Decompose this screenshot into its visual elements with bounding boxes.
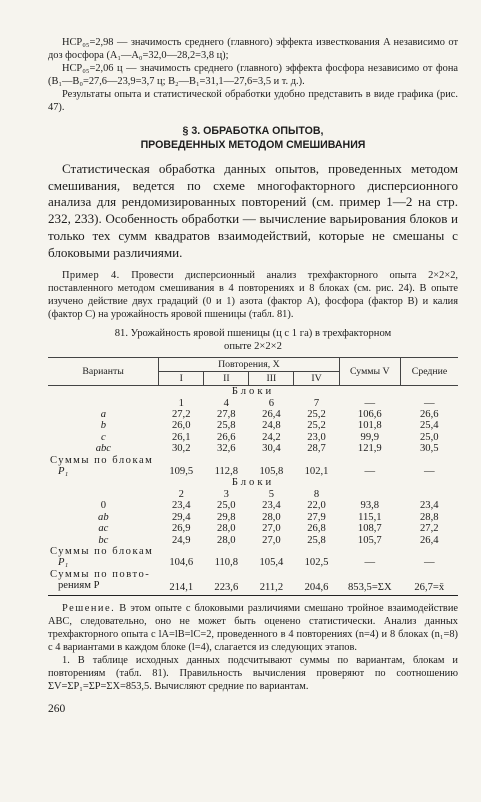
table-cell: 25,4 <box>420 420 439 432</box>
variant-label: a <box>100 409 106 421</box>
table-cell: 27,2 <box>420 523 439 535</box>
table-cell: 102,5 <box>304 557 329 569</box>
table-row <box>48 420 458 431</box>
example-lead: Пример 4. <box>62 270 120 282</box>
table-cell: 26,6 <box>420 409 439 421</box>
solution-section <box>48 602 458 693</box>
table-row <box>48 432 458 443</box>
table-cell: 26,8 <box>307 523 326 535</box>
table-row <box>48 535 458 546</box>
variant-label: ab <box>98 511 109 523</box>
blocks-label-2: Блоки <box>231 477 275 489</box>
table-row <box>48 557 458 568</box>
table-cell: 223,6 <box>214 581 239 593</box>
table-caption <box>48 327 458 353</box>
table-cell: 30,5 <box>420 443 439 455</box>
variant-label: ac <box>98 523 109 535</box>
table-cell: 27,2 <box>171 409 191 421</box>
table-cell: 29,4 <box>171 511 191 523</box>
section-heading <box>48 124 458 152</box>
table-cell: 28,0 <box>217 534 236 546</box>
block-number: — <box>423 397 435 409</box>
page <box>48 36 458 715</box>
variant-label: abc <box>95 443 111 455</box>
header-rep-1: I <box>159 372 204 386</box>
variant-label: c <box>100 431 106 443</box>
block-number: 4 <box>223 397 229 409</box>
table-cell: 23,4 <box>420 500 439 512</box>
table-cell: 105,8 <box>259 466 284 478</box>
section-heading-line-1: § 3. ОБРАБОТКА ОПЫТОВ, <box>182 125 324 137</box>
header-rep-3: III <box>249 372 294 386</box>
table-row <box>48 523 458 534</box>
step-1-paragraph: 1. В таблице исходных данных подсчитывают суммы по вариантам, блокам и повторениям (табл. 81). Правильность вычисления проверяют по соотношению ΣV=ΣP₁=ΣP=ΣX=853,5. Вычисляют средние по вариантам. <box>48 654 458 692</box>
header-rep-2: II <box>204 372 249 386</box>
table-cell: 29,8 <box>217 511 236 523</box>
table-cell: 105,4 <box>259 557 284 569</box>
table-cell: 26,0 <box>171 420 191 432</box>
table-row <box>48 512 458 523</box>
table-row <box>48 443 458 454</box>
table-cell: 26,1 <box>171 431 191 443</box>
table-cell: 28,0 <box>262 511 281 523</box>
block-sum-symbol: P₁ <box>58 557 69 569</box>
table-cell: 204,6 <box>304 581 329 593</box>
yield-table <box>48 357 458 595</box>
table-cell: 23,4 <box>171 500 191 512</box>
table-cell: 115,1 <box>358 511 382 523</box>
example-text: Провести дисперсионный анализ трехфакторного опыта 2×2×2, поставленного методом смешивания в 4 повторениях и 8 блоках (см. рис. 24). В опыте изучено действие двух градаций (0 и 1) азота (фактор A), фосфора (фактор B) и калия (фактор C) на урожайность яровой пшеницы (табл. 81). <box>48 270 458 321</box>
block-number: 3 <box>223 488 229 500</box>
table-row <box>48 500 458 511</box>
block-number: 5 <box>268 488 275 500</box>
example-paragraph <box>48 269 458 321</box>
table-cell: 32,6 <box>217 443 236 455</box>
table-cell: 24,2 <box>262 431 281 443</box>
table-cell: 106,6 <box>357 409 382 421</box>
table-cell: 214,1 <box>169 581 194 593</box>
header-rep-4: IV <box>294 372 339 386</box>
table-cell: 25,0 <box>217 500 236 512</box>
table-caption-line-2: опыте 2×2×2 <box>224 341 282 353</box>
blocks-label-1: Блоки <box>231 386 275 398</box>
table-cell: 109,5 <box>169 466 194 478</box>
table-cell: 25,8 <box>217 420 236 432</box>
table-cell: 30,2 <box>171 443 191 455</box>
table-cell: 25,8 <box>307 534 326 546</box>
table-caption-line-1: 81. Урожайность яровой пшеницы (ц с 1 га) в трехфакторном <box>114 328 392 340</box>
table-cell: 27,0 <box>262 534 281 546</box>
solution-lead: Решение. <box>62 602 116 614</box>
table-cell: 112,8 <box>214 466 239 478</box>
table-cell: — <box>423 557 435 569</box>
block-number: — <box>364 397 376 409</box>
block-number: 2 <box>178 488 184 500</box>
table-cell: 28,0 <box>217 523 236 535</box>
table-cell: 105,7 <box>357 534 382 546</box>
table-cell: 25,0 <box>420 431 439 443</box>
table-cell: 25,2 <box>307 409 326 421</box>
table-cell: 22,0 <box>307 500 326 512</box>
table-row <box>48 409 458 420</box>
table-cell: 27,8 <box>217 409 236 421</box>
table-cell: 121,9 <box>357 443 382 455</box>
table-row <box>48 466 458 477</box>
header-means: Средние <box>401 358 458 386</box>
table-cell: 93,8 <box>360 500 380 512</box>
table-cell: 23,0 <box>307 431 326 443</box>
page-number: 260 <box>48 702 66 715</box>
table-cell: 24,8 <box>262 420 281 432</box>
table-cell: 101,8 <box>357 420 382 432</box>
table-cell: — <box>423 466 435 478</box>
intro-paragraph-2: НСР₀₅=2,06 ц — значимость среднего (главного) эффекта фосфора независимо от фона (B₁—B₀=27,6—23,9=3,7 ц; B₂—B₁=31,1—27,6=3,5 и т. д.). <box>48 63 458 87</box>
table-cell: — <box>364 557 376 569</box>
variant-label: 0 <box>100 500 106 512</box>
table-cell: 26,4 <box>262 409 281 421</box>
block-number: 6 <box>268 397 275 409</box>
table-cell: 853,5=ΣX <box>347 581 392 593</box>
table-cell: 26,7=x̄ <box>414 581 445 593</box>
header-sums: Суммы V <box>339 358 401 386</box>
intro-paragraph-3: Результаты опыта и статистической обработки удобно представить в виде графика (рис. 47). <box>48 89 458 113</box>
table-cell: 26,6 <box>217 431 236 443</box>
block-number: 8 <box>313 488 320 500</box>
block-sum-label: Суммы по блокам <box>50 454 154 466</box>
table-cell: 104,6 <box>169 557 194 569</box>
header-variants: Варианты <box>48 358 159 386</box>
rep-sum-label-2: рениям P <box>58 580 100 592</box>
table-cell: 28,8 <box>420 511 439 523</box>
table-cell: 30,4 <box>262 443 281 455</box>
header-repetitions: Повторения, X <box>159 358 339 372</box>
table-cell: 211,2 <box>259 581 284 593</box>
solution-paragraph <box>48 602 458 654</box>
intro-paragraph-1: НСР₀₅=2,98 — значимость среднего (главного) эффекта известкования A независимо от доз фосфора (A₁—A₀=32,0—28,2=3,8 ц); <box>48 37 458 61</box>
main-paragraph: Статистическая обработка данных опытов, проведенных методом смешивания, ведется по схеме многофакторного дисперсионного анализа для рендомизированных повторений (см. пример 1—2 на стр. 232, 233). Особенность обработки — вычисление варьирования блоков и только тех сумм квадратов взаимодействий, которые не смешаны с блоковыми различиями. <box>48 161 458 260</box>
table-cell: 28,7 <box>307 443 326 455</box>
block-sum-label: Суммы по блокам <box>50 545 154 557</box>
block-sum-symbol: P₁ <box>58 466 69 478</box>
table-cell: 99,9 <box>360 431 380 443</box>
table-row <box>48 580 458 595</box>
table-cell: 23,4 <box>262 500 281 512</box>
variant-label: bc <box>98 534 109 546</box>
variant-label: b <box>100 420 106 432</box>
table-cell: 108,7 <box>357 523 382 535</box>
table-cell: 26,9 <box>171 523 191 535</box>
table-cell: 25,2 <box>307 420 326 432</box>
table-cell: 24,9 <box>171 534 191 546</box>
rep-sum-label: Суммы по повто- <box>50 568 151 580</box>
block-number: 1 <box>178 397 184 409</box>
solution-text: В этом опыте с блоковыми различиями смешано тройное взаимодействие ABC, следовательно, оно не может быть оценено статистически. Анализ данных трехфакторного опыта с lA=lB=lC=2, проведенного в 4 повторениях (n=4) и 8 блоках (n₁=8) с 4 вариантами в каждом блоке (l=4), слагается из следующих этапов. <box>48 602 458 653</box>
table-cell: 27,0 <box>262 523 281 535</box>
table-cell: — <box>364 466 376 478</box>
table-cell: 102,1 <box>304 466 329 478</box>
table-cell: 27,9 <box>307 511 326 523</box>
block-number: 7 <box>313 397 320 409</box>
table-cell: 26,4 <box>420 534 439 546</box>
section-heading-line-2: ПРОВЕДЕННЫХ МЕТОДОМ СМЕШИВАНИЯ <box>140 139 366 151</box>
table-cell: 110,8 <box>214 557 239 569</box>
